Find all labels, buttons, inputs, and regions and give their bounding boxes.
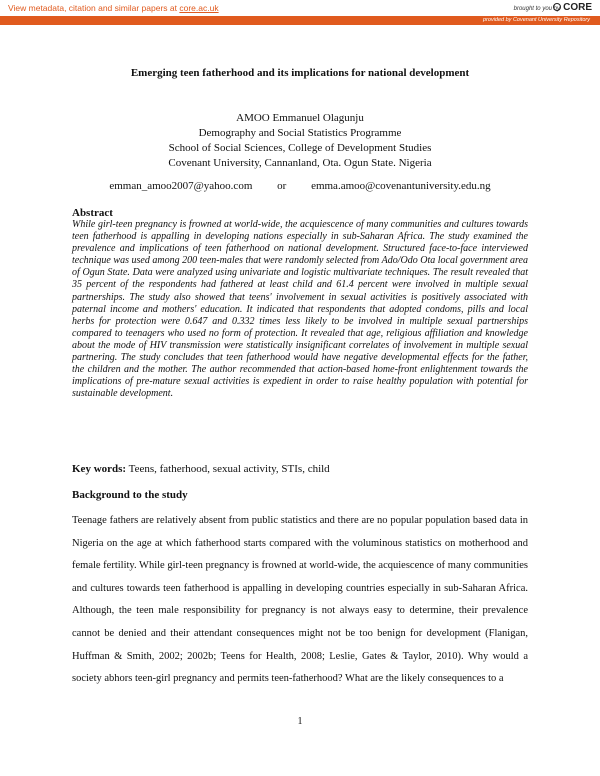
core-link[interactable]: core.ac.uk <box>179 3 219 13</box>
provider-bar <box>0 16 600 25</box>
background-paragraph: Teenage fathers are relatively absent from public statistics and there are no popular population based data in Nigeria on the age at which fatherhood starts compared with the voluminous statistics on motherhood and female fertility. While girl-teen pregnancy is frowned at world-wide, the acquiescence of many communities and cultures towards teen fatherhood is appalling in developing countries especially in sub-Saharan Africa. Although, the teen male responsibility for pregnancy is not always easy to determine, their prevalence cannot be denied and their attendant consequences might not be too benign for development (Flanigan, Huffman & Smith, 2002; 2002b; Teens for Health, 2008; Leslie, Gates & Taylor, 2010). Why would a society abhors teen-girl pregnancy and permits teen-fatherhood? What are the likely consequences to a <box>72 515 528 685</box>
core-logo-icon <box>553 3 561 11</box>
brought-by-text: brought to you by <box>513 6 560 12</box>
metadata-text: View metadata, citation and similar papers at <box>8 3 177 13</box>
background-heading: Background to the study <box>72 489 188 501</box>
email-primary[interactable]: emman_amoo2007@yahoo.com <box>109 180 253 192</box>
keywords-label: Key words: <box>72 463 127 475</box>
keywords-line <box>72 463 330 475</box>
author-university: Covenant University, Cannanland, Ota. Ogun State. Nigeria <box>168 157 432 169</box>
page-number: 1 <box>297 716 303 727</box>
email-secondary[interactable]: emma.amoo@covenantuniversity.edu.ng <box>311 180 491 192</box>
abstract-text: While girl-teen pregnancy is frowned at world-wide, the acquiescence of many communities and cultures towards teen fatherhood is appalling in developing nations especially in sub-Saharan Africa. The study examined the prevalence and implications of teen fatherhood on national development. Structured face-to-face interviewed technique was used among 200 teen-males that were randomly selected from Ado/Odo Ota local government area of Ogun State. Data were analyzed using univariate and logistic multivariate techniques. The result revealed that 35 percent of the respondents had fathered at least child and 61.4 percent were involved in multiple sexual partnerships. The study also showed that teens' involvement in sexual activities is positively associated with paternal income and mothers' education. It indicated that respondents that adopted condoms, pills and local herbs for protection were 0.647 and 0.332 times less likely to be involved in multiple sexual partnerships compared to teenagers who used no form of protection. It revealed that age, religious affiliation and knowledge about the mode of HIV transmission were statistically insignificant correlates of involvement in multiple sexual partnering. The study concludes that teen fatherhood would have negative developmental effects for the father, the children and the mother. The author recommended that action-based home-front enlightenment towards the implications of pre-mature sexual activities is expedient in order to raise healthy population with potential for sustainable development. <box>72 219 528 400</box>
email-line <box>72 180 528 192</box>
author-name: AMOO Emmanuel Olagunju <box>236 112 364 124</box>
abstract-heading: Abstract <box>72 207 113 219</box>
keywords-text: Teens, fatherhood, sexual activity, STIs, child <box>128 463 330 475</box>
author-school: School of Social Sciences, College of Development Studies <box>168 142 432 154</box>
core-logo[interactable] <box>553 2 592 13</box>
metadata-notice <box>8 3 219 13</box>
author-block <box>72 111 528 171</box>
author-programme: Demography and Social Statistics Programme <box>198 127 402 139</box>
provider-text[interactable]: provided by Covenant University Repository <box>483 17 590 23</box>
paper-title: Emerging teen fatherhood and its implications for national development <box>130 67 470 79</box>
email-or: or <box>277 180 287 192</box>
core-label: CORE <box>563 2 592 13</box>
